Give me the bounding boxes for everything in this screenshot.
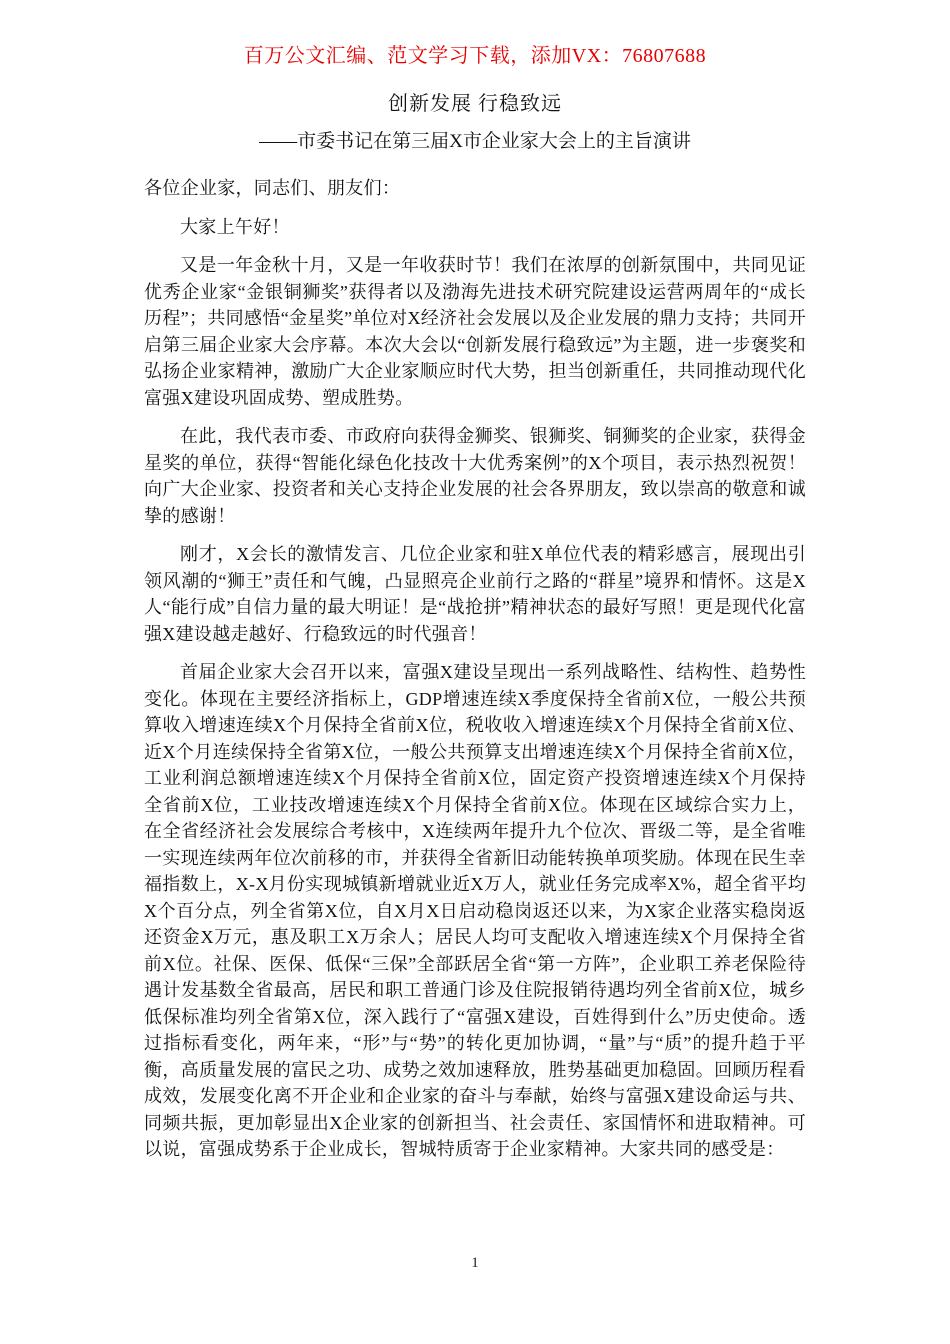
paragraph: 首届企业家大会召开以来，富强X建设呈现出一系列战略性、结构性、趋势性变化。体现在主要经济指标上，GDP增速连续X季度保持全省前X位，一般公共预算收入增速连续X个月保持全省前X位，税收收入增速连续X个月保持全省前X位、近X个月连续保持全省第X位，一般公共预算支出增速连续X个月保持全省前X位，工业利润总额增速连续X个月保持全省前X位，固定资产投资增速连续X个月保持全省前X位，工业技改增速连续X个月保持全省前X位。体现在区域综合实力上，在全省经济社会发展综合考核中，X连续两年提升九个位次、晋级二等，是全省唯一实现连续两年位次前移的市，并获得全省新旧动能转换单项奖励。体现在民生幸福指数上，X-X月份实现城镇新增就业近X万人，就业任务完成率X%，超全省平均X个百分点，列全省第X位，自X月X日启动稳岗返还以来，为X家企业落实稳岗返还资金X万元，惠及职工X万余人；居民人均可支配收入增速连续X个月保持全省前X位。社保、医保、低保“三保”全部跃居全省“第一方阵”，企业职工养老保险待遇计发基数全省最高，居民和职工普通门诊及住院报销待遇均列全省前X位，城乡低保标准均列全省第X位，深入践行了“富强X建设，百姓得到什么”历史使命。透过指标看变化，两年来，“形”与“势”的转化更加协调，“量”与“质”的提升趋于平衡，高质量发展的富民之功、成势之效加速释放，胜势基础更加稳固。回顾历程看成效，发展变化离不开企业和企业家的奋斗与奉献，始终与富强X建设命运与共、同频共振，更加彰显出X企业家的创新担当、社会责任、家国情怀和进取精神。可以说，富强成势系于企业成长，智城特质寄于企业家精神。大家共同的感受是： [144,662,806,1159]
paragraph-salutation: 各位企业家，同志们、朋友们： [144,178,401,198]
paragraph: 又是一年金秋十月，又是一年收获时节！我们在浓厚的创新氛围中，共同见证优秀企业家“金银铜狮奖”获得者以及渤海先进技术研究院建设运营两周年的“成长历程”；共同感悟“金星奖”单位对X经济社会发展以及企业发展的鼎力支持；共同开启第三届企业家大会序幕。本次大会以“创新发展行稳致远”为主题，进一步褒奖和弘扬企业家精神，激励广大企业家顺应时代大势，担当创新重任，共同推动现代化富强X建设巩固成势、塑成胜势。 [144,255,806,408]
paragraph-greeting: 大家上午好！ [180,216,290,237]
document-title: 创新发展 行稳致远 [388,93,562,115]
page-number: 1 [471,1255,479,1271]
paragraph: 在此，我代表市委、市政府向获得金狮奖、银狮奖、铜狮奖的企业家，获得金星奖的单位，获得“智能化绿色化技改十大优秀案例”的X个项目，表示热烈祝贺！向广大企业家、投资者和关心支持企业发展的社会各界朋友，致以崇高的敬意和诚挚的感谢！ [144,426,806,526]
document-subtitle: ——市委书记在第三届X市企业家大会上的主旨演讲 [259,131,691,152]
document-body [144,175,806,1163]
promo-header: 百万公文汇编、范文学习下载，添加VX：76807688 [243,45,707,67]
paragraph: 刚才，X会长的激情发言、几位企业家和驻X单位代表的精彩感言，展现出引领风潮的“狮王”责任和气魄，凸显照亮企业前行之路的“群星”境界和情怀。这是X人“能行成”自信力量的最大明证！是“战抢拼”精神状态的最好写照！更是现代化富强X建设越走越好、行稳致远的时代强音！ [144,544,806,644]
